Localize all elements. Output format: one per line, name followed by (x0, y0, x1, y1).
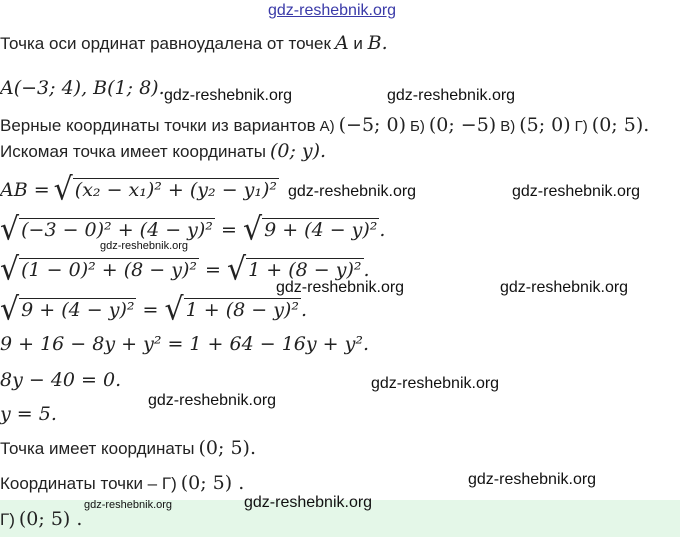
right-radicand: 1 + (8 − y)² (185, 299, 299, 321)
watermark: gdz-reshebnik.org (276, 279, 405, 296)
option-b-value: (0; −5) (428, 114, 497, 136)
ap-radicand: (−3 − 0)² + (4 − y)² (21, 219, 213, 241)
watermark: gdz-reshebnik.org (371, 375, 500, 392)
and-word: и (348, 34, 368, 53)
answer-line (0, 472, 244, 494)
option-c-value: (5; 0) (519, 114, 571, 136)
answer-text: Координаты точки – Г) (0, 474, 177, 493)
watermark: gdz-reshebnik.org (288, 183, 417, 200)
sqrt-icon: √ (53, 171, 73, 208)
watermark: gdz-reshebnik.org (512, 183, 641, 200)
point-coordinates-text: Точка имеет координаты (0, 439, 195, 458)
sought-point-coords: (0; y). (269, 140, 327, 162)
point-coordinates-line (0, 437, 256, 459)
point-coordinates-value: (0; 5). (198, 437, 256, 459)
left-radicand: 9 + (4 − y)² (21, 299, 135, 321)
period: . (300, 299, 308, 321)
expanded-equation-text: 9 + 16 − 8y + y² = 1 + 64 − 16y + y². (0, 333, 369, 355)
sqrt-icon: √ (0, 251, 20, 288)
sqrt-icon: √ (164, 291, 184, 328)
equals-sign: = (214, 219, 243, 241)
option-a-label: А) (319, 118, 335, 135)
ap-simplified: 9 + (4 − y)² (264, 219, 378, 241)
watermark: gdz-reshebnik.org (500, 279, 629, 296)
period: . (363, 259, 370, 281)
problem-statement (0, 32, 388, 54)
sought-point-text: Искомая точка имеет координаты (0, 142, 266, 161)
sought-point-line (0, 140, 326, 162)
options-text: Верные координаты точки из вариантов (0, 116, 316, 135)
watermark: gdz-reshebnik.org (100, 240, 189, 252)
watermark: gdz-reshebnik.org (84, 499, 173, 511)
option-d-label: Г) (574, 118, 588, 135)
expanded-equation (0, 333, 369, 355)
ab-lhs: AB = (0, 179, 50, 201)
period: . (379, 219, 386, 241)
answer-value: (0; 5) . (180, 472, 245, 494)
sqrt-icon: √ (0, 211, 20, 248)
final-answer-value: (0; 5) . (18, 508, 83, 530)
final-answer (0, 508, 82, 530)
linear-equation-text: 8y − 40 = 0. (0, 369, 122, 391)
point-b-label: B. (367, 32, 388, 54)
watermark: gdz-reshebnik.org (387, 87, 516, 104)
final-answer-label: Г) (0, 510, 15, 529)
sqrt-icon: √ (0, 291, 20, 328)
statement-text: Точка оси ординат равноудалена от точек (0, 34, 331, 53)
watermark: gdz-reshebnik.org (244, 494, 373, 511)
options-line (0, 114, 649, 136)
equals-sign: = (199, 259, 228, 281)
option-b-label: Б) (410, 118, 425, 135)
given-points (0, 77, 165, 99)
distance-formula (0, 172, 279, 207)
equal-distances (0, 292, 307, 327)
option-c-label: В) (500, 118, 516, 135)
equals-sign: = (136, 299, 165, 321)
bp-radicand: (1 − 0)² + (8 − y)² (21, 259, 198, 281)
sqrt-icon: √ (227, 251, 247, 288)
option-a-value: (−5; 0) (338, 114, 406, 136)
bp-simplified: 1 + (8 − y)² (248, 259, 362, 281)
ap-distance (0, 212, 385, 247)
watermark: gdz-reshebnik.org (468, 471, 597, 488)
linear-equation (0, 369, 121, 391)
watermark: gdz-reshebnik.org (148, 392, 277, 409)
points-coordinates: A(−3; 4), B(1; 8). (0, 77, 165, 99)
solution-y (0, 403, 57, 425)
solution-y-text: y = 5. (0, 403, 57, 425)
watermark: gdz-reshebnik.org (164, 87, 293, 104)
distance-radicand: (x₂ − x₁)² + (y₂ − y₁)² (74, 179, 278, 201)
watermark-link[interactable]: gdz-reshebnik.org (268, 2, 397, 19)
option-d-value: (0; 5). (591, 114, 650, 136)
point-a-label: A (334, 32, 349, 54)
sqrt-icon: √ (242, 211, 263, 248)
